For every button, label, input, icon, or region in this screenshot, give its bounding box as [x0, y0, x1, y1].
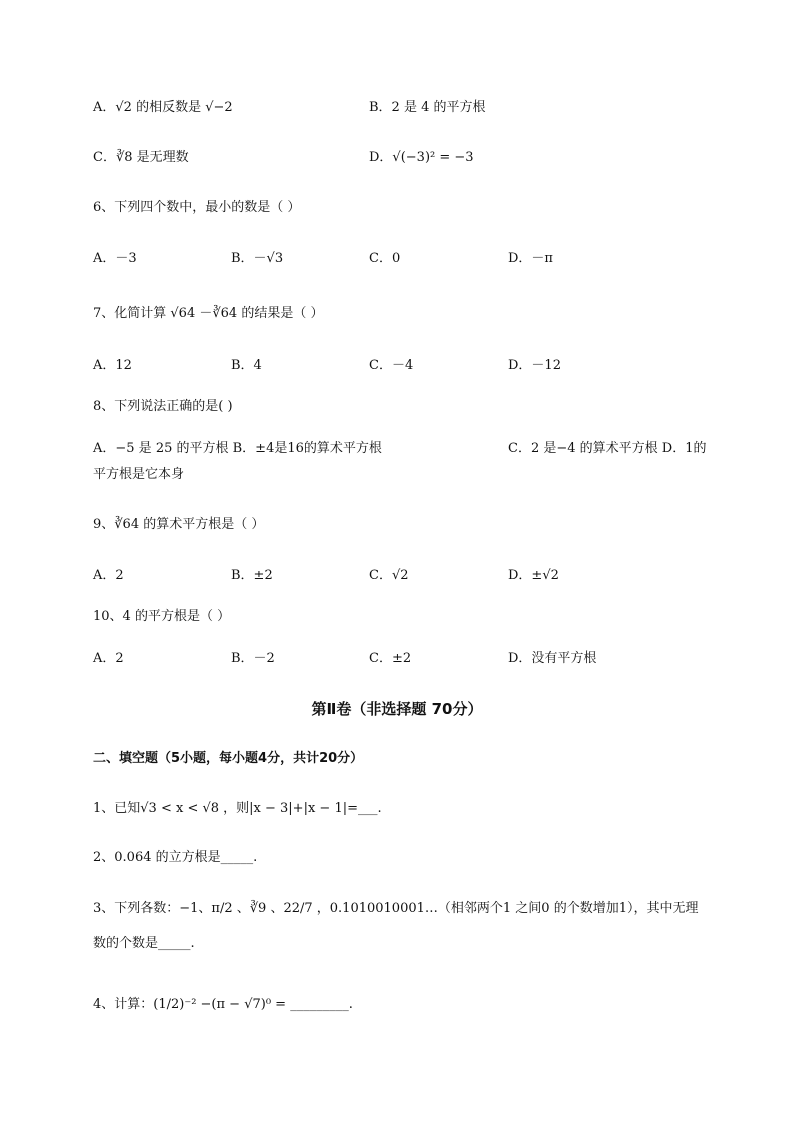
- q8-options-cd: C．2 是−4 的算术平方根 D．1的: [508, 441, 707, 456]
- q6-option-d: D．－π: [508, 251, 553, 266]
- q6-option-b: B．－√3: [231, 251, 284, 266]
- q8-option-d-continued: 平方根是它本身: [93, 467, 185, 482]
- q9-option-d: D．±√2: [508, 568, 559, 583]
- fill-q3-line2: 数的个数是_____.: [93, 936, 195, 951]
- q7-stem: 7、化简计算 √64 －∛64 的结果是（ ）: [93, 306, 324, 321]
- q6-option-c: C．0: [369, 251, 401, 266]
- q5-option-a: A．√2 的相反数是 √−2: [93, 100, 233, 115]
- q5-option-b: B．2 是 4 的平方根: [369, 100, 486, 115]
- q5-option-c: C．∛8 是无理数: [93, 150, 189, 165]
- q5-option-d: D．√(−3)² = −3: [369, 150, 474, 165]
- fill-q4: 4、计算：(1/2)⁻² −(π − √7)⁰ = _________.: [93, 997, 353, 1012]
- fill-section-heading: 二、填空题（5小题，每小题4分，共计20分）: [93, 751, 364, 766]
- fill-q2: 2、0.064 的立方根是_____.: [93, 850, 258, 865]
- q8-options-ab: A．−5 是 25 的平方根 B．±4是16的算术平方根: [93, 441, 382, 456]
- fill-q3-line1: 3、下列各数：−1、π/2 、∛9 、22/7 ，0.1010010001…（相邻两个1 之间0 的个数增加1），其中无理: [93, 901, 699, 916]
- q7-option-c: C．－4: [369, 358, 414, 373]
- q10-option-a: A．2: [93, 651, 124, 666]
- q7-option-b: B．4: [231, 358, 262, 373]
- q9-option-c: C．√2: [369, 568, 409, 583]
- q10-option-d: D．没有平方根: [508, 651, 597, 666]
- q10-stem: 10、4 的平方根是（ ）: [93, 609, 231, 624]
- q6-stem: 6、下列四个数中，最小的数是（ ）: [93, 200, 301, 215]
- part2-title: 第Ⅱ卷（非选择题 70分）: [311, 700, 483, 718]
- q8-stem: 8、下列说法正确的是( ): [93, 399, 233, 414]
- q9-option-a: A．2: [93, 568, 124, 583]
- q6-option-a: A．－3: [93, 251, 137, 266]
- q7-option-d: D．－12: [508, 358, 561, 373]
- fill-q1: 1、已知√3 < x < √8 ，则|x − 3|+|x − 1|=___.: [93, 801, 382, 816]
- q7-option-a: A．12: [93, 358, 132, 373]
- q9-stem: 9、∛64 的算术平方根是（ ）: [93, 517, 265, 532]
- q9-option-b: B．±2: [231, 568, 273, 583]
- q10-option-c: C．±2: [369, 651, 412, 666]
- q10-option-b: B．－2: [231, 651, 275, 666]
